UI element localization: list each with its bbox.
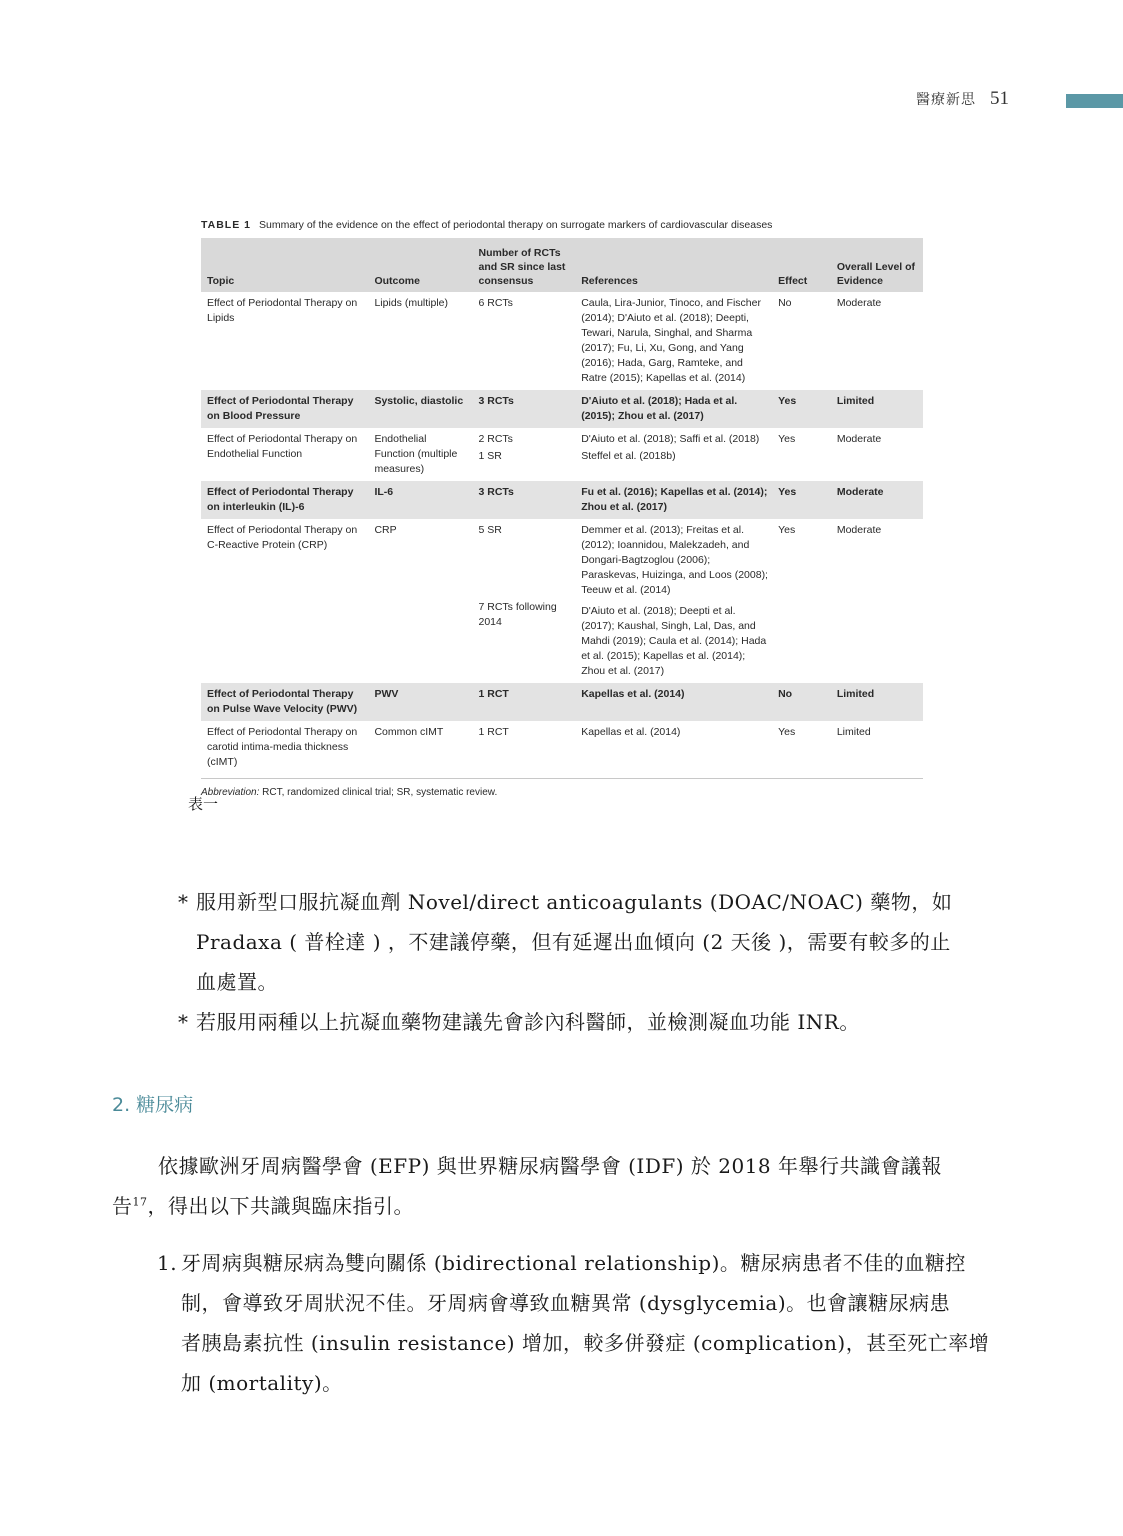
table-caption-label: TABLE 1 <box>201 219 251 231</box>
header-number: Number of RCTs and SR since last consensus <box>472 238 575 292</box>
header-outcome: Outcome <box>368 238 472 292</box>
table-caption-text: Summary of the evidence on the effect of periodontal therapy on surrogate markers of cardiovascular diseases <box>258 219 773 231</box>
cell-references: Kapellas et al. (2014) <box>581 726 681 738</box>
cell-level: Limited <box>831 390 923 428</box>
cell-effect: No <box>778 297 792 309</box>
cell-level: Limited <box>836 726 871 738</box>
cell-topic: Effect of Periodontal Therapy on interleukin (IL)-6 <box>201 481 368 519</box>
cell-references: Kapellas et al. (2014) <box>575 683 772 721</box>
cell-outcome: PWV <box>368 683 472 721</box>
cell-outcome: Endothelial Function (multiple measures) <box>374 433 458 475</box>
paragraph-line <box>112 1186 1012 1226</box>
cell-references: Fu et al. (2016); Kapellas et al. (2014); Zhou et al. (2017) <box>575 481 772 519</box>
table-row <box>201 292 923 390</box>
list-item <box>157 1243 1012 1403</box>
cell-number: 3 RCTs <box>472 481 575 519</box>
table-row <box>201 683 923 721</box>
table-caption <box>201 219 923 231</box>
figure-label: 表一 <box>188 795 219 813</box>
running-header <box>916 88 1009 110</box>
header-topic: Topic <box>201 238 368 292</box>
cell-references-block: D'Aiuto et al. (2018); Deepti et al. (2017); Kaushal, Singh, Lal, Das, and Mahdi (2019); Caula et al. (2014); Hada et al. (2015); Kapellas et al. (2014); Zhou et al. (2017) <box>581 605 767 677</box>
note-line: 服用新型口服抗凝血劑 Novel/direct anticoagulants (DOAC/NOAC) 藥物，如 <box>196 890 953 914</box>
table-abbreviation <box>201 787 923 798</box>
table-row <box>201 390 923 428</box>
list-line: 者胰島素抗性 (insulin resistance) 增加，較多併發症 (complication)，甚至死亡率增 <box>181 1331 990 1355</box>
table-row <box>201 481 923 519</box>
cell-outcome: CRP <box>374 524 397 536</box>
cell-level: Moderate <box>836 297 882 309</box>
cell-references: Caula, Lira-Junior, Tinoco, and Fischer (2014); D'Aiuto et al. (2018); Deepti, Tewari, Narula, Singhal, and Sharma (2017); Fu, Li, Xu, Gong, and Yang (2016); Hada, Garg, Ramteke, and Ratre (2015); Kapellas et al. (2014) <box>581 297 761 384</box>
evidence-table <box>201 238 923 774</box>
cell-outcome: Systolic, diastolic <box>368 390 472 428</box>
cell-effect: Yes <box>772 481 831 519</box>
paragraph-text: 告 <box>112 1194 133 1218</box>
note-item <box>178 1002 1012 1042</box>
cell-effect: No <box>772 683 831 721</box>
paragraph-text: ，得出以下共識與臨床指引。 <box>147 1194 414 1218</box>
table-bottom-rule <box>201 778 923 779</box>
note-line: 若服用兩種以上抗凝血藥物建議先會診內科醫師，並檢測凝血功能 INR。 <box>196 1010 860 1034</box>
cell-number: 1 RCT <box>478 726 509 738</box>
list-line: 牙周病與糖尿病為雙向關係 (bidirectional relationship)。糖尿病患者不佳的血糖控 <box>181 1251 966 1275</box>
cell-topic: Effect of Periodontal Therapy on Blood Pressure <box>201 390 368 428</box>
body-paragraph <box>112 1146 1012 1226</box>
abbreviation-label: Abbreviation: <box>201 787 260 798</box>
list-line: 制，會導致牙周狀況不佳。牙周病會導致血糖異常 (dysglycemia)。也會讓糖尿病患 <box>181 1291 951 1315</box>
page-number: 51 <box>990 88 1009 109</box>
note-item <box>178 882 1012 1002</box>
cell-references-block: Demmer et al. (2013); Freitas et al. (2012); Ioannidou, Malekzadeh, and Dongari-Bagtzoglou (2006); Paraskevas, Huizinga, and Loos (2008); Teeuw et al. (2014) <box>581 524 768 596</box>
table-header-row <box>201 238 923 292</box>
cell-number-line: 5 SR <box>478 524 502 536</box>
header-references: References <box>575 238 772 292</box>
cell-level: Moderate <box>836 433 882 445</box>
cell-number-line: 2 RCTs <box>478 433 513 445</box>
journal-name: 醫療新思 <box>916 92 976 108</box>
cell-level: Limited <box>831 683 923 721</box>
paragraph-line: 依據歐洲牙周病醫學會 (EFP) 與世界糖尿病醫學會 (IDF) 於 2018 年舉行共識會議報 <box>158 1154 942 1178</box>
cell-references <box>575 519 772 683</box>
list-number: 1. <box>157 1251 178 1275</box>
cell-effect: Yes <box>778 726 796 738</box>
header-accent-bar <box>1066 94 1123 108</box>
table-row <box>201 721 923 774</box>
footnote-ref: 17 <box>132 1195 148 1209</box>
note-marker: * <box>178 890 189 914</box>
cell-effect: Yes <box>778 524 796 536</box>
cell-topic: Effect of Periodontal Therapy on Lipids <box>207 297 358 324</box>
list-line: 加 (mortality)。 <box>181 1371 343 1395</box>
cell-outcome: Lipids (multiple) <box>374 297 448 309</box>
cell-number-line: 7 RCTs following 2014 <box>478 601 557 628</box>
cell-references-block: D'Aiuto et al. (2018); Saffi et al. (2018) <box>581 433 760 445</box>
note-line: 血處置。 <box>196 970 278 994</box>
note-line: Pradaxa ( 普栓達 ) ，不建議停藥，但有延遲出血傾向 (2 天後 )，需要有較多的止 <box>196 930 951 954</box>
cell-topic: Effect of Periodontal Therapy on C-Reactive Protein (CRP) <box>207 524 358 551</box>
cell-topic: Effect of Periodontal Therapy on carotid intima-media thickness (cIMT) <box>207 726 358 768</box>
cell-outcome: Common cIMT <box>374 726 444 738</box>
cell-level: Moderate <box>831 481 923 519</box>
cell-number-line: 1 SR <box>478 450 502 462</box>
cell-topic: Effect of Periodontal Therapy on Pulse Wave Velocity (PWV) <box>201 683 368 721</box>
cell-references: D'Aiuto et al. (2018); Hada et al. (2015); Zhou et al. (2017) <box>575 390 772 428</box>
evidence-table-figure <box>201 219 923 798</box>
cell-number: 1 RCT <box>472 683 575 721</box>
abbreviation-text: RCT, randomized clinical trial; SR, systematic review. <box>259 787 498 798</box>
cell-references-block: Steffel et al. (2018b) <box>581 450 676 462</box>
cell-references <box>575 428 772 481</box>
cell-topic: Effect of Periodontal Therapy on Endothelial Function <box>207 433 358 460</box>
cell-level: Moderate <box>836 524 882 536</box>
cell-number: 6 RCTs <box>478 297 513 309</box>
note-marker: * <box>178 1010 189 1034</box>
cell-outcome: IL-6 <box>368 481 472 519</box>
header-effect: Effect <box>772 238 831 292</box>
header-level: Overall Level of Evidence <box>831 238 923 292</box>
table-row <box>201 519 923 683</box>
cell-effect: Yes <box>778 433 796 445</box>
cell-number: 3 RCTs <box>472 390 575 428</box>
table-row <box>201 428 923 481</box>
cell-number <box>472 428 575 481</box>
section-heading: 2. 糖尿病 <box>112 1094 194 1116</box>
cell-number <box>472 519 575 683</box>
cell-effect: Yes <box>772 390 831 428</box>
